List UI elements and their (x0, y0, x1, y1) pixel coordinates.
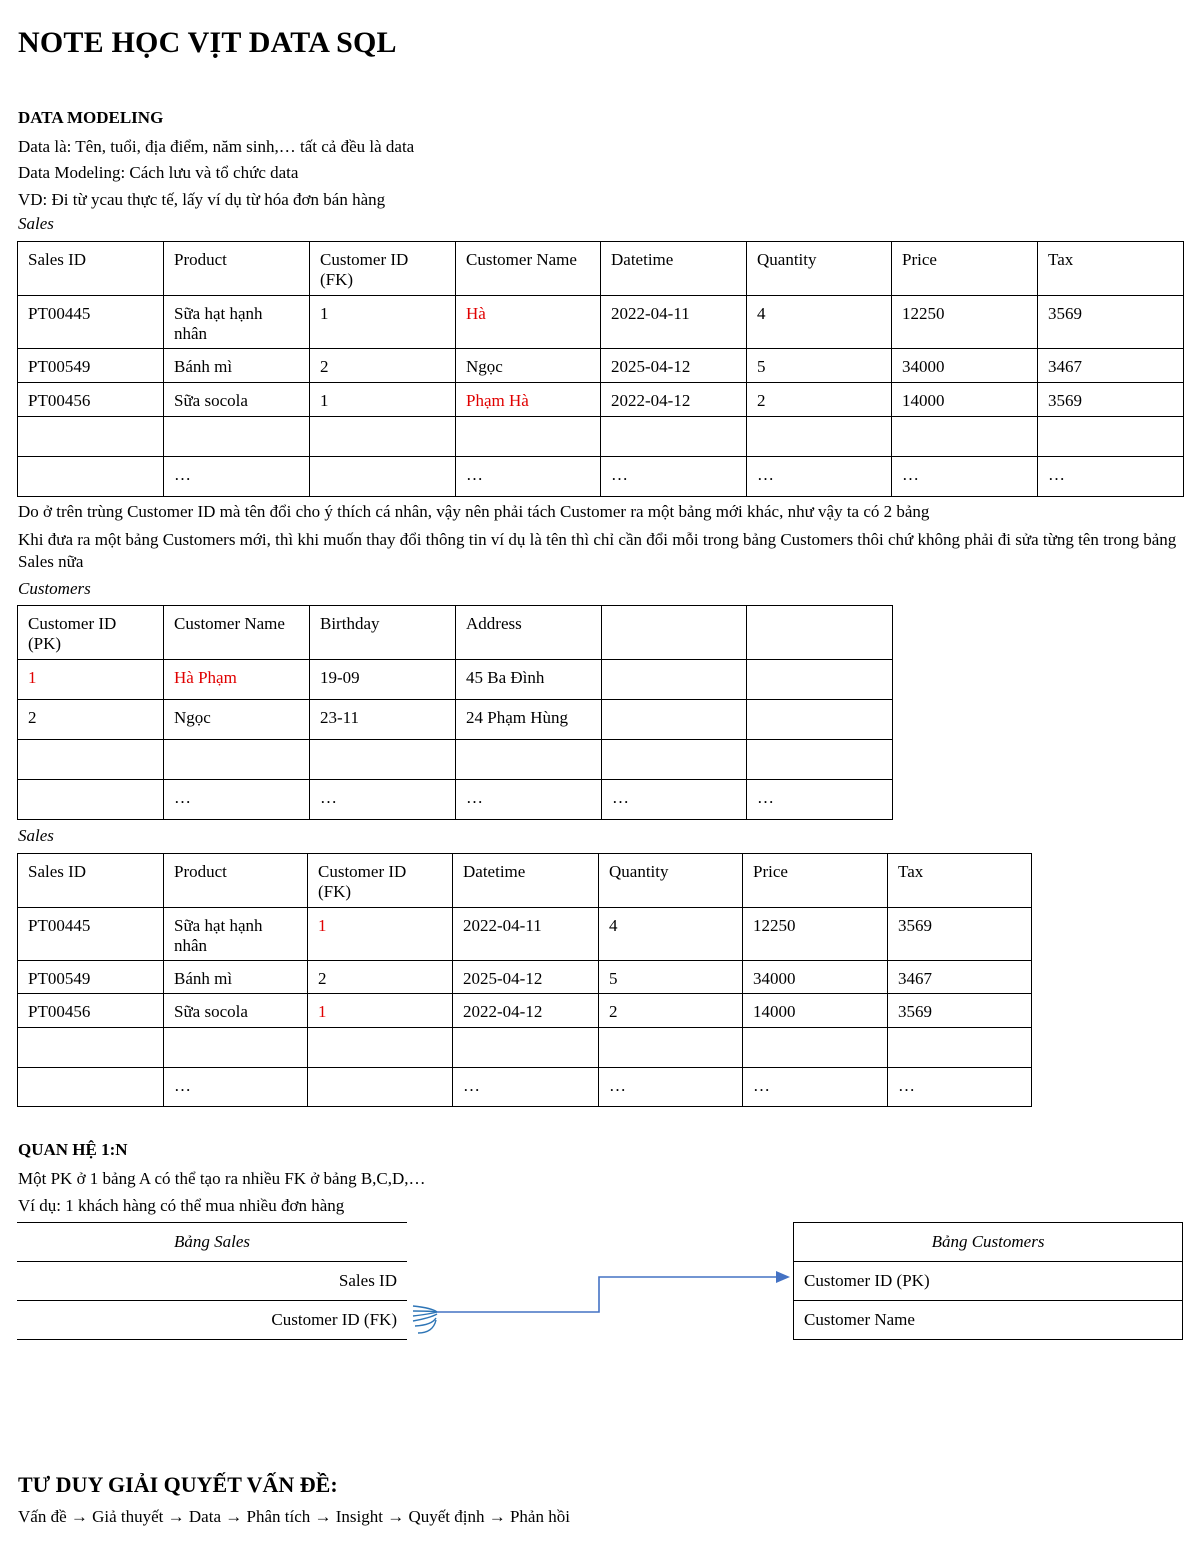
table-cell: 2 (747, 383, 892, 417)
table-cell: 1 (310, 296, 456, 349)
table-cell: PT00549 (18, 961, 164, 994)
table-cell: … (888, 1068, 1032, 1107)
table-cell: 1 (308, 994, 453, 1028)
table-cell: 3569 (1038, 296, 1184, 349)
header-cell: Product (164, 242, 310, 296)
table-cell: 5 (599, 961, 743, 994)
header-cell: Customer Name (164, 606, 310, 660)
table-cell: 2022-04-12 (601, 383, 747, 417)
table-cell: PT00549 (18, 349, 164, 383)
header-cell: Sales ID (18, 854, 164, 908)
header-cell: Address (456, 606, 602, 660)
table-cell: … (743, 1068, 888, 1107)
table-cell: Hà Phạm (164, 660, 310, 700)
relation-table-title: Bảng Customers (794, 1223, 1183, 1262)
table-cell: 2022-04-11 (453, 908, 599, 961)
table-cell: 24 Phạm Hùng (456, 700, 602, 740)
table-cell: Sữa hạt hạnh nhân (164, 908, 308, 961)
arrow-head-icon (776, 1271, 790, 1283)
table-cell: … (747, 457, 892, 497)
table-cell: … (602, 780, 747, 820)
header-cell: Product (164, 854, 308, 908)
table-cell: Sữa hạt hạnh nhân (164, 296, 310, 349)
paragraph-line: Data là: Tên, tuổi, địa điểm, năm sinh,… tất cả đều là data (18, 137, 415, 156)
paragraph-line: VD: Đi từ ycau thực tế, lấy ví dụ từ hóa đơn bán hàng (18, 190, 386, 209)
table-cell: 2022-04-11 (601, 296, 747, 349)
header-cell: Tax (1038, 242, 1184, 296)
section-heading-thinking: TƯ DUY GIẢI QUYẾT VẤN ĐỀ: (18, 1472, 338, 1497)
header-cell: Customer ID (FK) (310, 242, 456, 296)
header-cell: Datetime (453, 854, 599, 908)
table-cell: … (601, 457, 747, 497)
relation-field: Customer Name (794, 1301, 1183, 1340)
table-cell: 2 (18, 700, 164, 740)
paragraph-line: Ví dụ: 1 khách hàng có thể mua nhiều đơn hàng (18, 1196, 345, 1215)
table-cell: … (164, 780, 310, 820)
table-cell: 34000 (743, 961, 888, 994)
table-cell: PT00456 (18, 994, 164, 1028)
table-cell: Bánh mì (164, 961, 308, 994)
section-heading-data-modeling: DATA MODELING (18, 108, 164, 127)
table-cell: 14000 (743, 994, 888, 1028)
header-cell: Quantity (599, 854, 743, 908)
table-cell: 19-09 (310, 660, 456, 700)
table-cell: 2 (310, 349, 456, 383)
header-cell: Customer Name (456, 242, 601, 296)
section-heading-relation: QUAN HỆ 1:N (18, 1140, 128, 1159)
table-cell: 3467 (888, 961, 1032, 994)
table-caption-sales: Sales (18, 826, 54, 845)
table-cell: 12250 (892, 296, 1038, 349)
table-cell: … (892, 457, 1038, 497)
table-cell: PT00445 (18, 296, 164, 349)
relation-table-title: Bảng Sales (17, 1223, 407, 1262)
paragraph-line: Do ở trên trùng Customer ID mà tên đổi cho ý thích cá nhân, vậy nên phải tách Customer ra một bảng mới khác, như vậy ta có 2 bảng (18, 502, 930, 521)
table-cell: … (456, 457, 601, 497)
relation-field: Customer ID (FK) (17, 1301, 407, 1340)
table-caption-customers: Customers (18, 579, 91, 598)
table-cell: Phạm Hà (456, 383, 601, 417)
table-cell: 2025-04-12 (453, 961, 599, 994)
table-cell: … (164, 1068, 308, 1107)
table-cell: … (310, 780, 456, 820)
relation-field: Sales ID (17, 1262, 407, 1301)
crows-foot-icon (413, 1306, 437, 1333)
relation-field: Customer ID (PK) (794, 1262, 1183, 1301)
table-cell: 34000 (892, 349, 1038, 383)
table-cell: … (747, 780, 893, 820)
paragraph-line: Khi đưa ra một bảng Customers mới, thì khi muốn thay đổi thông tin ví dụ là tên thì chỉ cần đổi mỗi trong bảng Customers thôi chứ không phải đi sửa từng tên trong bảng Sales nữa (18, 530, 1177, 571)
table-cell: 2025-04-12 (601, 349, 747, 383)
header-cell: Quantity (747, 242, 892, 296)
table-cell: … (453, 1068, 599, 1107)
table-cell: 3467 (1038, 349, 1184, 383)
paragraph-line: Một PK ở 1 bảng A có thể tạo ra nhiều FK ở bảng B,C,D,… (18, 1169, 426, 1188)
paragraph-line: Data Modeling: Cách lưu và tổ chức data (18, 163, 299, 182)
table-cell: PT00445 (18, 908, 164, 961)
header-cell: Sales ID (18, 242, 164, 296)
table-cell: 1 (308, 908, 453, 961)
header-cell: Tax (888, 854, 1032, 908)
table-cell: 1 (310, 383, 456, 417)
table-cell: 14000 (892, 383, 1038, 417)
table-cell: Ngọc (456, 349, 601, 383)
table-caption-sales: Sales (18, 214, 54, 233)
table-cell: … (599, 1068, 743, 1107)
table-cell: 3569 (888, 908, 1032, 961)
table-cell: … (1038, 457, 1184, 497)
table-cell: 2022-04-12 (453, 994, 599, 1028)
table-cell: 3569 (888, 994, 1032, 1028)
table-cell: … (456, 780, 602, 820)
header-cell: Customer ID (FK) (308, 854, 453, 908)
table-cell: Hà (456, 296, 601, 349)
table-cell: 45 Ba Đình (456, 660, 602, 700)
table-cell: 4 (747, 296, 892, 349)
thinking-flow: Vấn đề → Giả thuyết → Data → Phân tích → Insight → Quyết định → Phản hồi (18, 1507, 570, 1526)
table-cell: Sữa socola (164, 383, 310, 417)
header-cell: Price (892, 242, 1038, 296)
table-cell: 1 (18, 660, 164, 700)
header-cell: Price (743, 854, 888, 908)
connector-line (437, 1277, 778, 1312)
header-cell: Birthday (310, 606, 456, 660)
table-cell: 5 (747, 349, 892, 383)
table-cell: 23-11 (310, 700, 456, 740)
table-cell: PT00456 (18, 383, 164, 417)
table-cell: Ngọc (164, 700, 310, 740)
table-cell: 3569 (1038, 383, 1184, 417)
table-cell: 12250 (743, 908, 888, 961)
table-cell: … (164, 457, 310, 497)
page-title: NOTE HỌC VỊT DATA SQL (18, 26, 397, 59)
table-cell: 2 (599, 994, 743, 1028)
table-cell: Sữa socola (164, 994, 308, 1028)
header-cell: Datetime (601, 242, 747, 296)
table-cell: Bánh mì (164, 349, 310, 383)
table-cell: 2 (308, 961, 453, 994)
table-cell: 4 (599, 908, 743, 961)
header-cell: Customer ID (PK) (18, 606, 164, 660)
